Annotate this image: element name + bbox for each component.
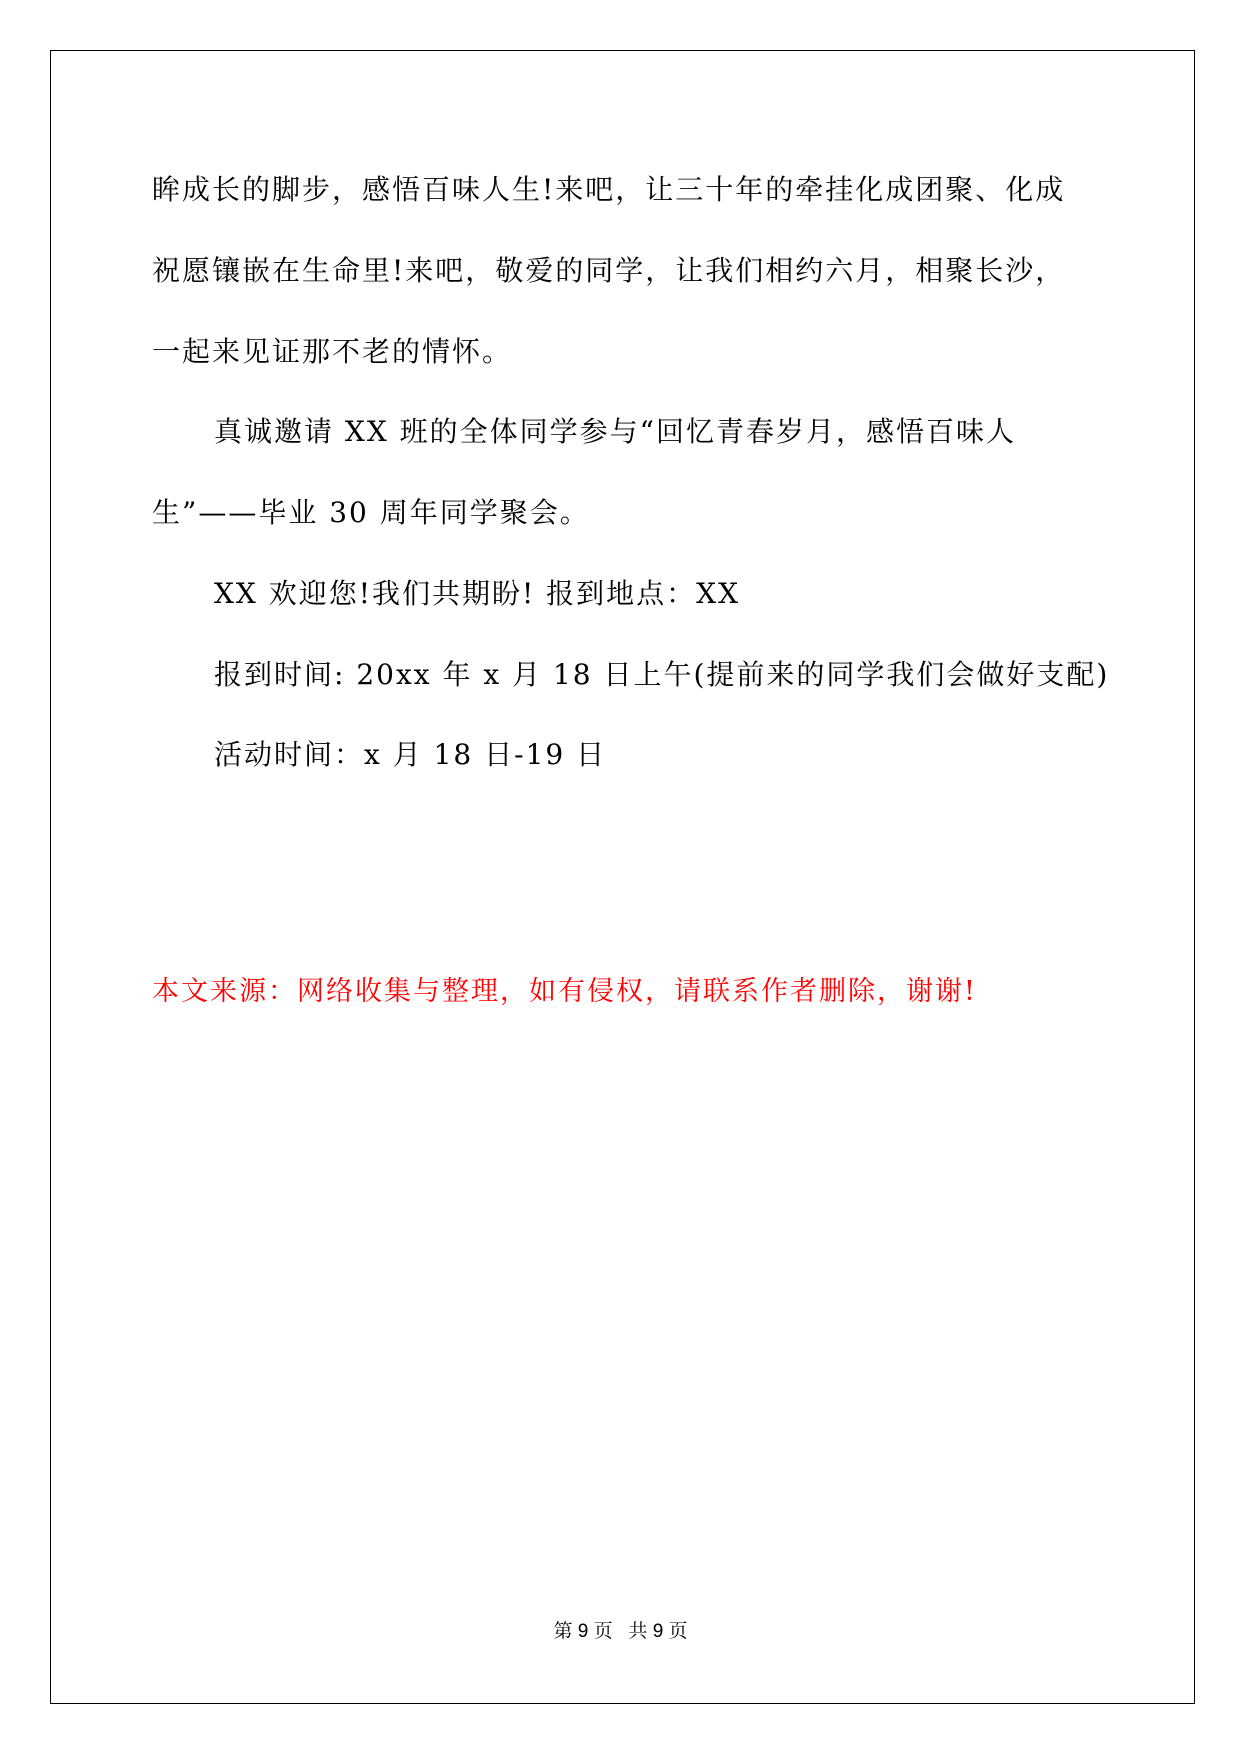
- paragraph-line-1: 眸成长的脚步，感悟百味人生!来吧，让三十年的牵挂化成团聚、化成: [152, 173, 1066, 206]
- page-number-footer: 第 9 页 共 9 页: [553, 1621, 688, 1642]
- paragraph-line-2: 祝愿镶嵌在生命里!来吧，敬爱的同学，让我们相约六月，相聚长沙，: [152, 254, 1066, 287]
- page-border: [50, 50, 1195, 1704]
- paragraph-line-3: 一起来见证那不老的情怀。: [152, 335, 513, 368]
- check-in-time-line: 报到时间: 20xx 年 x 月 18 日上午(提前来的同学我们会做好支配): [214, 658, 1110, 691]
- activity-time-line: 活动时间：x 月 18 日-19 日: [214, 738, 607, 771]
- welcome-and-location-line: XX 欢迎您!我们共期盼! 报到地点：XX: [214, 577, 741, 610]
- invitation-line-2: 生”——毕业 30 周年同学聚会。: [152, 496, 590, 529]
- source-notice: 本文来源：网络收集与整理，如有侵权，请联系作者删除，谢谢!: [152, 976, 977, 1007]
- invitation-line-1: 真诚邀请 XX 班的全体同学参与“回忆青春岁月，感悟百味人: [214, 415, 1016, 448]
